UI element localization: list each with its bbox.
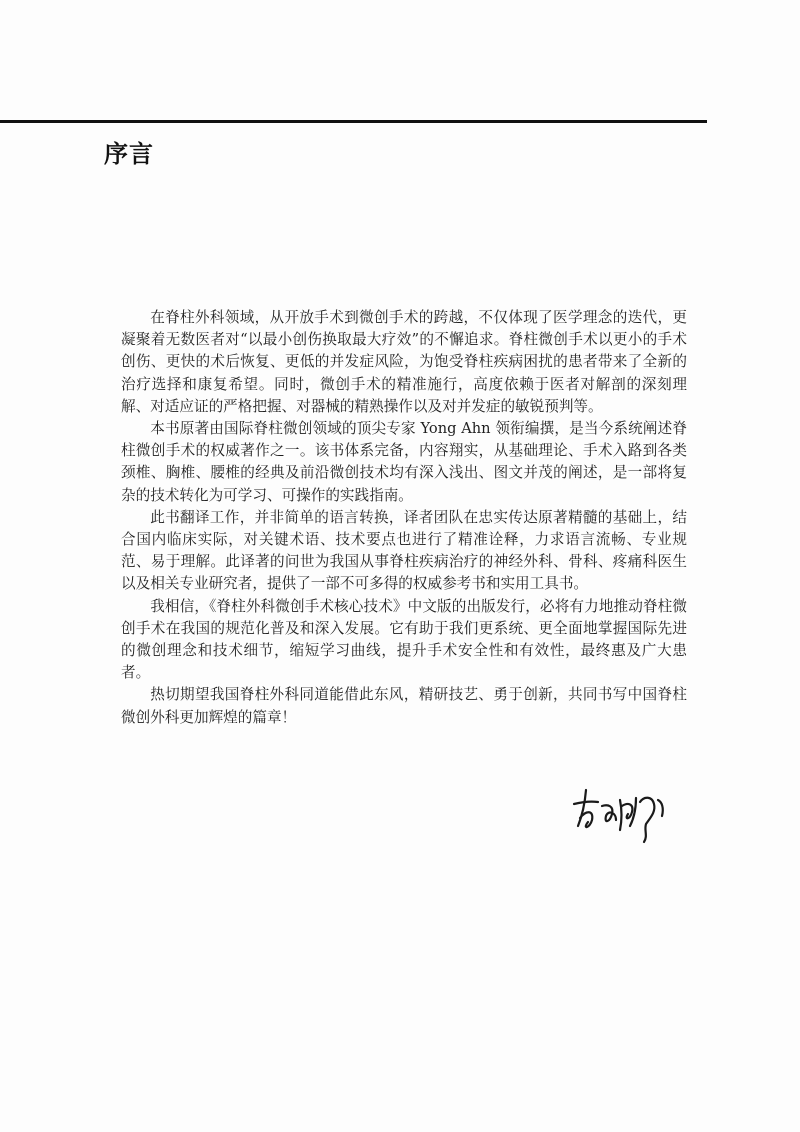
preface-body xyxy=(121,307,687,729)
handwritten-signature xyxy=(570,780,680,850)
paragraph: 本书原著由国际脊柱微创领域的顶尖专家 Yong Ahn 领衔编撰，是当今系统阐述脊柱微创手术的权威著作之一。该书体系完备，内容翔实，从基础理论、手术入路到各类颈椎、胸椎、腰椎的经典及前沿微创技术均有深入浅出、图文并茂的阐述，是一部将复杂的技术转化为可学习、可操作的实践指南。 xyxy=(121,420,687,504)
page-title: 序言 xyxy=(104,140,154,168)
paragraph: 此书翻译工作，并非简单的语言转换，译者团队在忠实传达原著精髓的基础上，结合国内临床实际，对关键术语、技术要点也进行了精准诠释，力求语言流畅、专业规范、易于理解。此译著的问世为我国从事脊柱疾病治疗的神经外科、骨科、疼痛科医生以及相关专业研究者，提供了一部不可多得的权威参考书和实用工具书。 xyxy=(121,508,687,593)
paragraph: 热切期望我国脊柱外科同道能借此东风，精研技艺、勇于创新，共同书写中国脊柱微创外科更加辉煌的篇章！ xyxy=(121,686,687,726)
paragraph: 在脊柱外科领域，从开放手术到微创手术的跨越，不仅体现了医学理念的迭代，更凝聚着无数医者对“以最小创伤换取最大疗效”的不懈追求。脊柱微创手术以更小的手术创伤、更快的术后恢复、更低的并发症风险，为饱受脊柱疾病困扰的患者带来了全新的治疗选择和康复希望。同时，微创手术的精准施行，高度依赖于医者对解剖的深刻理解、对适应证的严格把握、对器械的精熟操作以及对并发症的敏锐预判等。 xyxy=(121,309,687,415)
paragraph: 我相信，《脊柱外科微创手术核心技术》中文版的出版发行，必将有力地推动脊柱微创手术在我国的规范化普及和深入发展。它有助于我们更系统、更全面地掌握国际先进的微创理念和技术细节，缩短学习曲线，提升手术安全性和有效性，最终惠及广大患者。 xyxy=(121,597,687,682)
header-rule xyxy=(0,120,707,123)
